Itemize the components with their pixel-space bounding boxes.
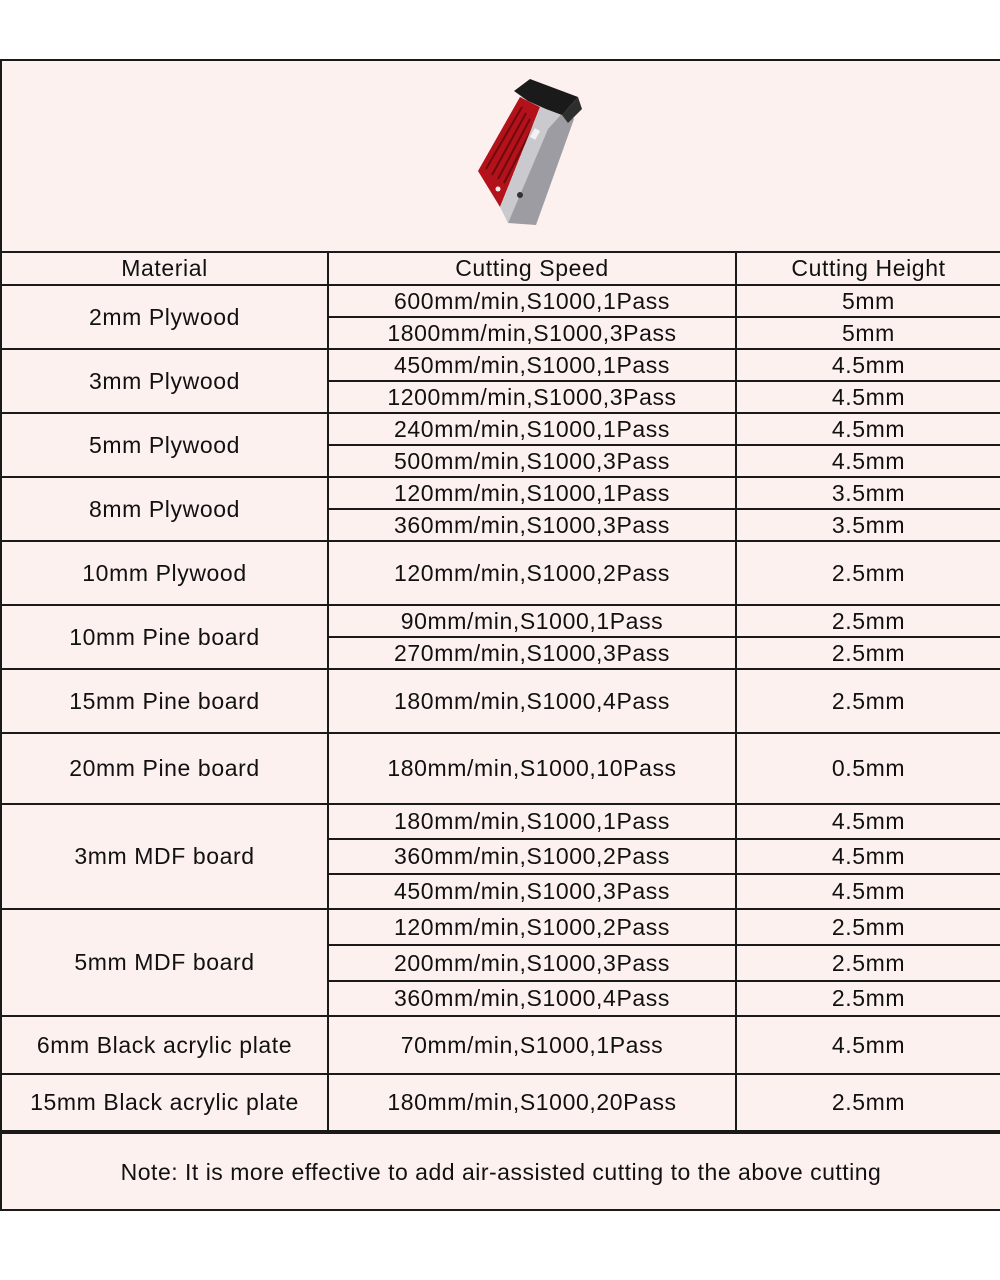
cutting-speed-cell: 240mm/min,S1000,1Pass xyxy=(328,413,736,445)
cutting-speed-cell: 600mm/min,S1000,1Pass xyxy=(328,285,736,317)
table-row xyxy=(2,349,1000,381)
cutting-height-cell: 2.5mm xyxy=(736,981,1000,1016)
cutting-height-cell: 4.5mm xyxy=(736,381,1000,413)
cutting-height-cell: 2.5mm xyxy=(736,637,1000,669)
cutting-speed-cell: 1200mm/min,S1000,3Pass xyxy=(328,381,736,413)
cutting-speed-cell: 360mm/min,S1000,2Pass xyxy=(328,839,736,874)
header-cutting-speed: Cutting Speed xyxy=(328,253,736,285)
material-cell: 10mm Plywood xyxy=(2,541,328,605)
cutting-height-cell: 4.5mm xyxy=(736,413,1000,445)
table-row xyxy=(2,909,1000,945)
table-row xyxy=(2,413,1000,445)
cutting-height-cell: 2.5mm xyxy=(736,669,1000,733)
cutting-speed-cell: 180mm/min,S1000,10Pass xyxy=(328,733,736,804)
material-cell: 20mm Pine board xyxy=(2,733,328,804)
header-cutting-height: Cutting Height xyxy=(736,253,1000,285)
cutting-speed-cell: 180mm/min,S1000,1Pass xyxy=(328,804,736,839)
cutting-speed-cell: 360mm/min,S1000,4Pass xyxy=(328,981,736,1016)
material-cell: 5mm Plywood xyxy=(2,413,328,477)
cutting-speed-cell: 200mm/min,S1000,3Pass xyxy=(328,945,736,981)
cutting-speed-cell: 500mm/min,S1000,3Pass xyxy=(328,445,736,477)
cutting-height-cell: 2.5mm xyxy=(736,1074,1000,1131)
material-cell: 5mm MDF board xyxy=(2,909,328,1016)
cutting-height-cell: 0.5mm xyxy=(736,733,1000,804)
laser-module-icon xyxy=(470,79,594,227)
material-cell: 6mm Black acrylic plate xyxy=(2,1016,328,1074)
table-row xyxy=(2,477,1000,509)
table-row xyxy=(2,669,1000,733)
material-cell: 8mm Plywood xyxy=(2,477,328,541)
cutting-height-cell: 5mm xyxy=(736,285,1000,317)
cutting-height-cell: 2.5mm xyxy=(736,909,1000,945)
cutting-speed-cell: 70mm/min,S1000,1Pass xyxy=(328,1016,736,1074)
cutting-height-cell: 3.5mm xyxy=(736,477,1000,509)
cutting-height-cell: 4.5mm xyxy=(736,839,1000,874)
table-row xyxy=(2,285,1000,317)
cutting-speed-cell: 270mm/min,S1000,3Pass xyxy=(328,637,736,669)
cutting-height-cell: 2.5mm xyxy=(736,945,1000,981)
cutting-height-cell: 4.5mm xyxy=(736,1016,1000,1074)
cutting-height-cell: 4.5mm xyxy=(736,874,1000,909)
cutting-speed-cell: 120mm/min,S1000,2Pass xyxy=(328,541,736,605)
cutting-height-cell: 3.5mm xyxy=(736,509,1000,541)
cutting-height-cell: 5mm xyxy=(736,317,1000,349)
cutting-height-cell: 4.5mm xyxy=(736,445,1000,477)
table-row xyxy=(2,541,1000,605)
product-image-area xyxy=(2,61,1000,253)
table-row xyxy=(2,605,1000,637)
cutting-speed-cell: 1800mm/min,S1000,3Pass xyxy=(328,317,736,349)
cutting-speed-cell: 90mm/min,S1000,1Pass xyxy=(328,605,736,637)
cutting-height-cell: 4.5mm xyxy=(736,804,1000,839)
cutting-height-cell: 4.5mm xyxy=(736,349,1000,381)
cutting-speed-cell: 450mm/min,S1000,1Pass xyxy=(328,349,736,381)
material-cell: 15mm Black acrylic plate xyxy=(2,1074,328,1131)
table-row xyxy=(2,1016,1000,1074)
cutting-speed-cell: 120mm/min,S1000,1Pass xyxy=(328,477,736,509)
material-cell: 15mm Pine board xyxy=(2,669,328,733)
cutting-parameters-table xyxy=(2,253,1000,1132)
cutting-speed-cell: 180mm/min,S1000,4Pass xyxy=(328,669,736,733)
cutting-speed-cell: 450mm/min,S1000,3Pass xyxy=(328,874,736,909)
material-cell: 3mm MDF board xyxy=(2,804,328,909)
cutting-speed-cell: 360mm/min,S1000,3Pass xyxy=(328,509,736,541)
note-text: Note: It is more effective to add air-assisted cutting to the above cutting xyxy=(2,1132,1000,1211)
cutting-speed-cell: 120mm/min,S1000,2Pass xyxy=(328,909,736,945)
cutting-height-cell: 2.5mm xyxy=(736,605,1000,637)
table-row xyxy=(2,1074,1000,1131)
table-row xyxy=(2,804,1000,839)
material-cell: 10mm Pine board xyxy=(2,605,328,669)
header-row xyxy=(2,253,1000,285)
header-material: Material xyxy=(2,253,328,285)
material-cell: 2mm Plywood xyxy=(2,285,328,349)
table-row xyxy=(2,733,1000,804)
cutting-height-cell: 2.5mm xyxy=(736,541,1000,605)
cutting-speed-cell: 180mm/min,S1000,20Pass xyxy=(328,1074,736,1131)
cutting-parameters-sheet xyxy=(0,59,1000,1211)
material-cell: 3mm Plywood xyxy=(2,349,328,413)
